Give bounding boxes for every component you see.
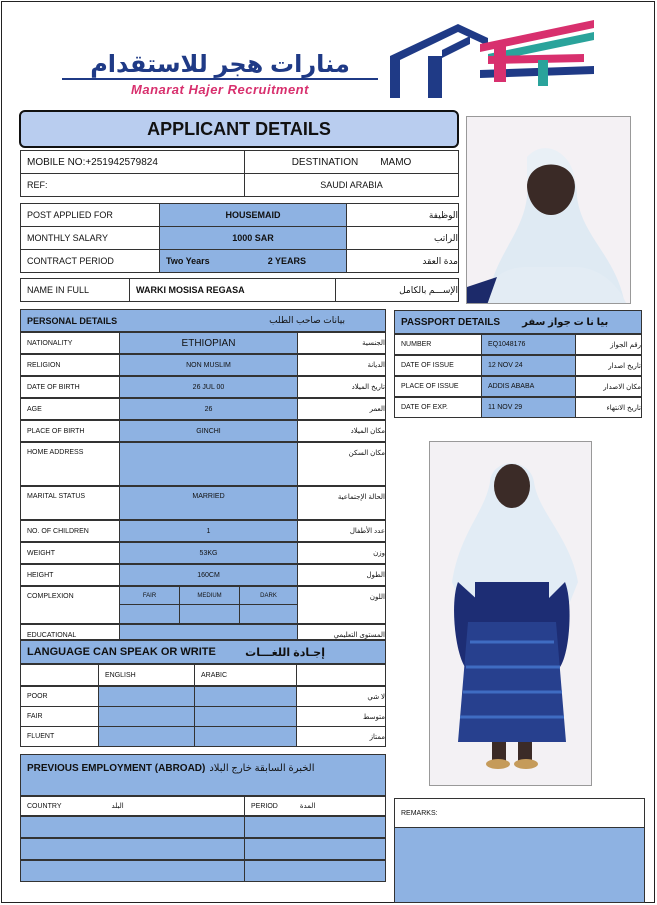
birthplace-arabic: مكان الميلاد	[297, 420, 386, 442]
height-label: HEIGHT	[20, 564, 120, 586]
contract-label: CONTRACT PERIOD	[20, 249, 160, 273]
age-value: 26	[119, 398, 298, 420]
language-fair-english	[98, 706, 195, 727]
complexion-label: COMPLEXION	[20, 586, 120, 624]
passport-title: PASSPORT DETAILS	[401, 316, 501, 328]
language-title: LANGUAGE CAN SPEAK OR WRITE	[27, 646, 216, 658]
birthplace-label: PLACE OF BIRTH	[20, 420, 120, 442]
passport-issue-ar: تاريخ اصدار	[575, 355, 642, 376]
employment-row-2-period	[244, 838, 386, 860]
passport-header	[394, 310, 642, 334]
language-header	[20, 640, 386, 664]
height-arabic: الطول	[297, 564, 386, 586]
employment-country-header	[20, 796, 245, 816]
language-title-ar: إجـادة اللغـــات	[245, 646, 325, 659]
education-value	[119, 624, 298, 640]
weight-label: WEIGHT	[20, 542, 120, 564]
contract-value	[159, 249, 347, 273]
applicant-photo-portrait	[466, 116, 631, 304]
religion-arabic: الديانة	[297, 354, 386, 376]
language-poor-arabic	[194, 686, 297, 707]
personal-details-title-ar: بيانات صاحب الطلب	[269, 315, 345, 325]
contract-value-b: 2 YEARS	[267, 256, 307, 266]
company-arabic-name: منارات هجر للاستقدام	[90, 51, 350, 78]
employment-row-3-period	[244, 860, 386, 882]
employment-period-ar: المدة	[299, 803, 316, 810]
post-label: POST APPLIED FOR	[20, 203, 160, 227]
name-value: WARKI MOSISA REGASA	[129, 278, 336, 302]
passport-expiry-label: DATE OF EXP.	[394, 397, 482, 418]
language-corner-right	[296, 664, 386, 686]
age-label: AGE	[20, 398, 120, 420]
passport-issue-value: 12 NOV 24	[481, 355, 576, 376]
employment-country-ar: البلد	[111, 803, 124, 810]
remarks-label: REMARKS:	[394, 798, 645, 828]
passport-number-label: NUMBER	[394, 334, 482, 355]
employment-row-1-period	[244, 816, 386, 838]
employment-period-header	[244, 796, 386, 816]
complexion-dark: DARK	[239, 586, 298, 605]
religion-label: RELIGION	[20, 354, 120, 376]
employment-header	[20, 754, 386, 796]
ref-label: REF:	[20, 173, 245, 197]
company-underline	[62, 78, 378, 80]
mobile-number: MOBILE NO:+251942579824	[20, 150, 245, 174]
complexion-medium-box	[179, 604, 240, 624]
passport-number-value: EQ1048176	[481, 334, 576, 355]
destination-country: SAUDI ARABIA	[244, 173, 459, 197]
weight-arabic: وزن	[297, 542, 386, 564]
education-arabic: المستوى التعليمي	[297, 624, 386, 640]
employment-title: PREVIOUS EMPLOYMENT (ABROAD)	[27, 763, 206, 774]
language-fluent-arabic	[194, 726, 297, 747]
birthplace-value: GINCHI	[119, 420, 298, 442]
marital-arabic: الحالة الإجتماعية	[297, 486, 386, 520]
nationality-arabic: الجنسية	[297, 332, 386, 354]
language-fair-arabic	[194, 706, 297, 727]
children-value: 1	[119, 520, 298, 542]
complexion-arabic: اللون	[297, 586, 386, 624]
employment-row-1-country	[20, 816, 245, 838]
complexion-fair: FAIR	[119, 586, 180, 605]
passport-title-ar: بيا نا ت جواز سفر	[522, 316, 609, 328]
language-fluent-label: FLUENT	[20, 726, 99, 747]
language-fair-ar: متوسط	[296, 706, 386, 727]
home-address-arabic: مكان السكن	[297, 442, 386, 486]
name-arabic: الإســـم بالكامل	[335, 278, 459, 302]
language-col-arabic: ARABIC	[194, 664, 297, 686]
company-english-name: Manarat Hajer Recruitment	[131, 82, 309, 97]
complexion-fair-box	[119, 604, 180, 624]
language-corner	[20, 664, 99, 686]
employment-country-label: COUNTRY	[27, 802, 62, 810]
page-title-text: APPLICANT DETAILS	[147, 118, 331, 139]
language-fair-label: FAIR	[20, 706, 99, 727]
employment-row-3-country	[20, 860, 245, 882]
children-arabic: عدد الأطفال	[297, 520, 386, 542]
language-poor-label: POOR	[20, 686, 99, 707]
dob-arabic: تاريخ الميلاد	[297, 376, 386, 398]
post-arabic: الوظيفة	[346, 203, 459, 227]
passport-expiry-value: 11 NOV 29	[481, 397, 576, 418]
personal-details-title: PERSONAL DETAILS	[27, 315, 118, 326]
language-poor-ar: لا شي	[296, 686, 386, 707]
marital-value: MARRIED	[119, 486, 298, 520]
employment-row-2-country	[20, 838, 245, 860]
name-label: NAME IN FULL	[20, 278, 130, 302]
complexion-dark-box	[239, 604, 298, 624]
employment-title-ar: الخبرة السابقة خارج البلاد	[209, 763, 315, 774]
contract-value-a: Two Years	[166, 256, 210, 266]
personal-details-header	[20, 309, 386, 332]
destination-value: MAMO	[380, 156, 412, 168]
education-label: EDUCATIONAL	[20, 624, 120, 640]
language-fluent-ar: ممتاز	[296, 726, 386, 747]
dob-value: 26 JUL 00	[119, 376, 298, 398]
applicant-photo-full-body	[429, 441, 592, 786]
language-poor-english	[98, 686, 195, 707]
passport-place-value: ADDIS ABABA	[481, 376, 576, 397]
passport-expiry-ar: تاريخ الانتهاء	[575, 397, 642, 418]
salary-arabic: الراتب	[346, 226, 459, 250]
religion-value: NON MUSLIM	[119, 354, 298, 376]
home-address-label: HOME ADDRESS	[20, 442, 120, 486]
children-label: NO. OF CHILDREN	[20, 520, 120, 542]
height-value: 160CM	[119, 564, 298, 586]
marital-label: MARITAL STATUS	[20, 486, 120, 520]
age-arabic: العمر	[297, 398, 386, 420]
complexion-medium: MEDIUM	[179, 586, 240, 605]
passport-number-ar: رقم الجواز	[575, 334, 642, 355]
weight-value: 53KG	[119, 542, 298, 564]
home-address-value	[119, 442, 298, 486]
post-value: HOUSEMAID	[159, 203, 347, 227]
salary-value: 1000 SAR	[159, 226, 347, 250]
nationality-label: NATIONALITY	[20, 332, 120, 354]
passport-place-ar: مكان الاصدار	[575, 376, 642, 397]
destination-cell	[244, 150, 459, 174]
language-col-english: ENGLISH	[98, 664, 195, 686]
company-logo-icon	[388, 14, 598, 100]
passport-place-label: PLACE OF ISSUE	[394, 376, 482, 397]
employment-period-label: PERIOD	[251, 802, 278, 810]
contract-arabic: مدة العقد	[346, 249, 459, 273]
salary-label: MONTHLY SALARY	[20, 226, 160, 250]
page-title	[19, 110, 459, 148]
destination-label: DESTINATION	[291, 156, 359, 168]
remarks-box	[394, 827, 645, 903]
language-fluent-english	[98, 726, 195, 747]
nationality-value: ETHIOPIAN	[119, 332, 298, 354]
passport-issue-label: DATE OF ISSUE	[394, 355, 482, 376]
dob-label: DATE OF BIRTH	[20, 376, 120, 398]
